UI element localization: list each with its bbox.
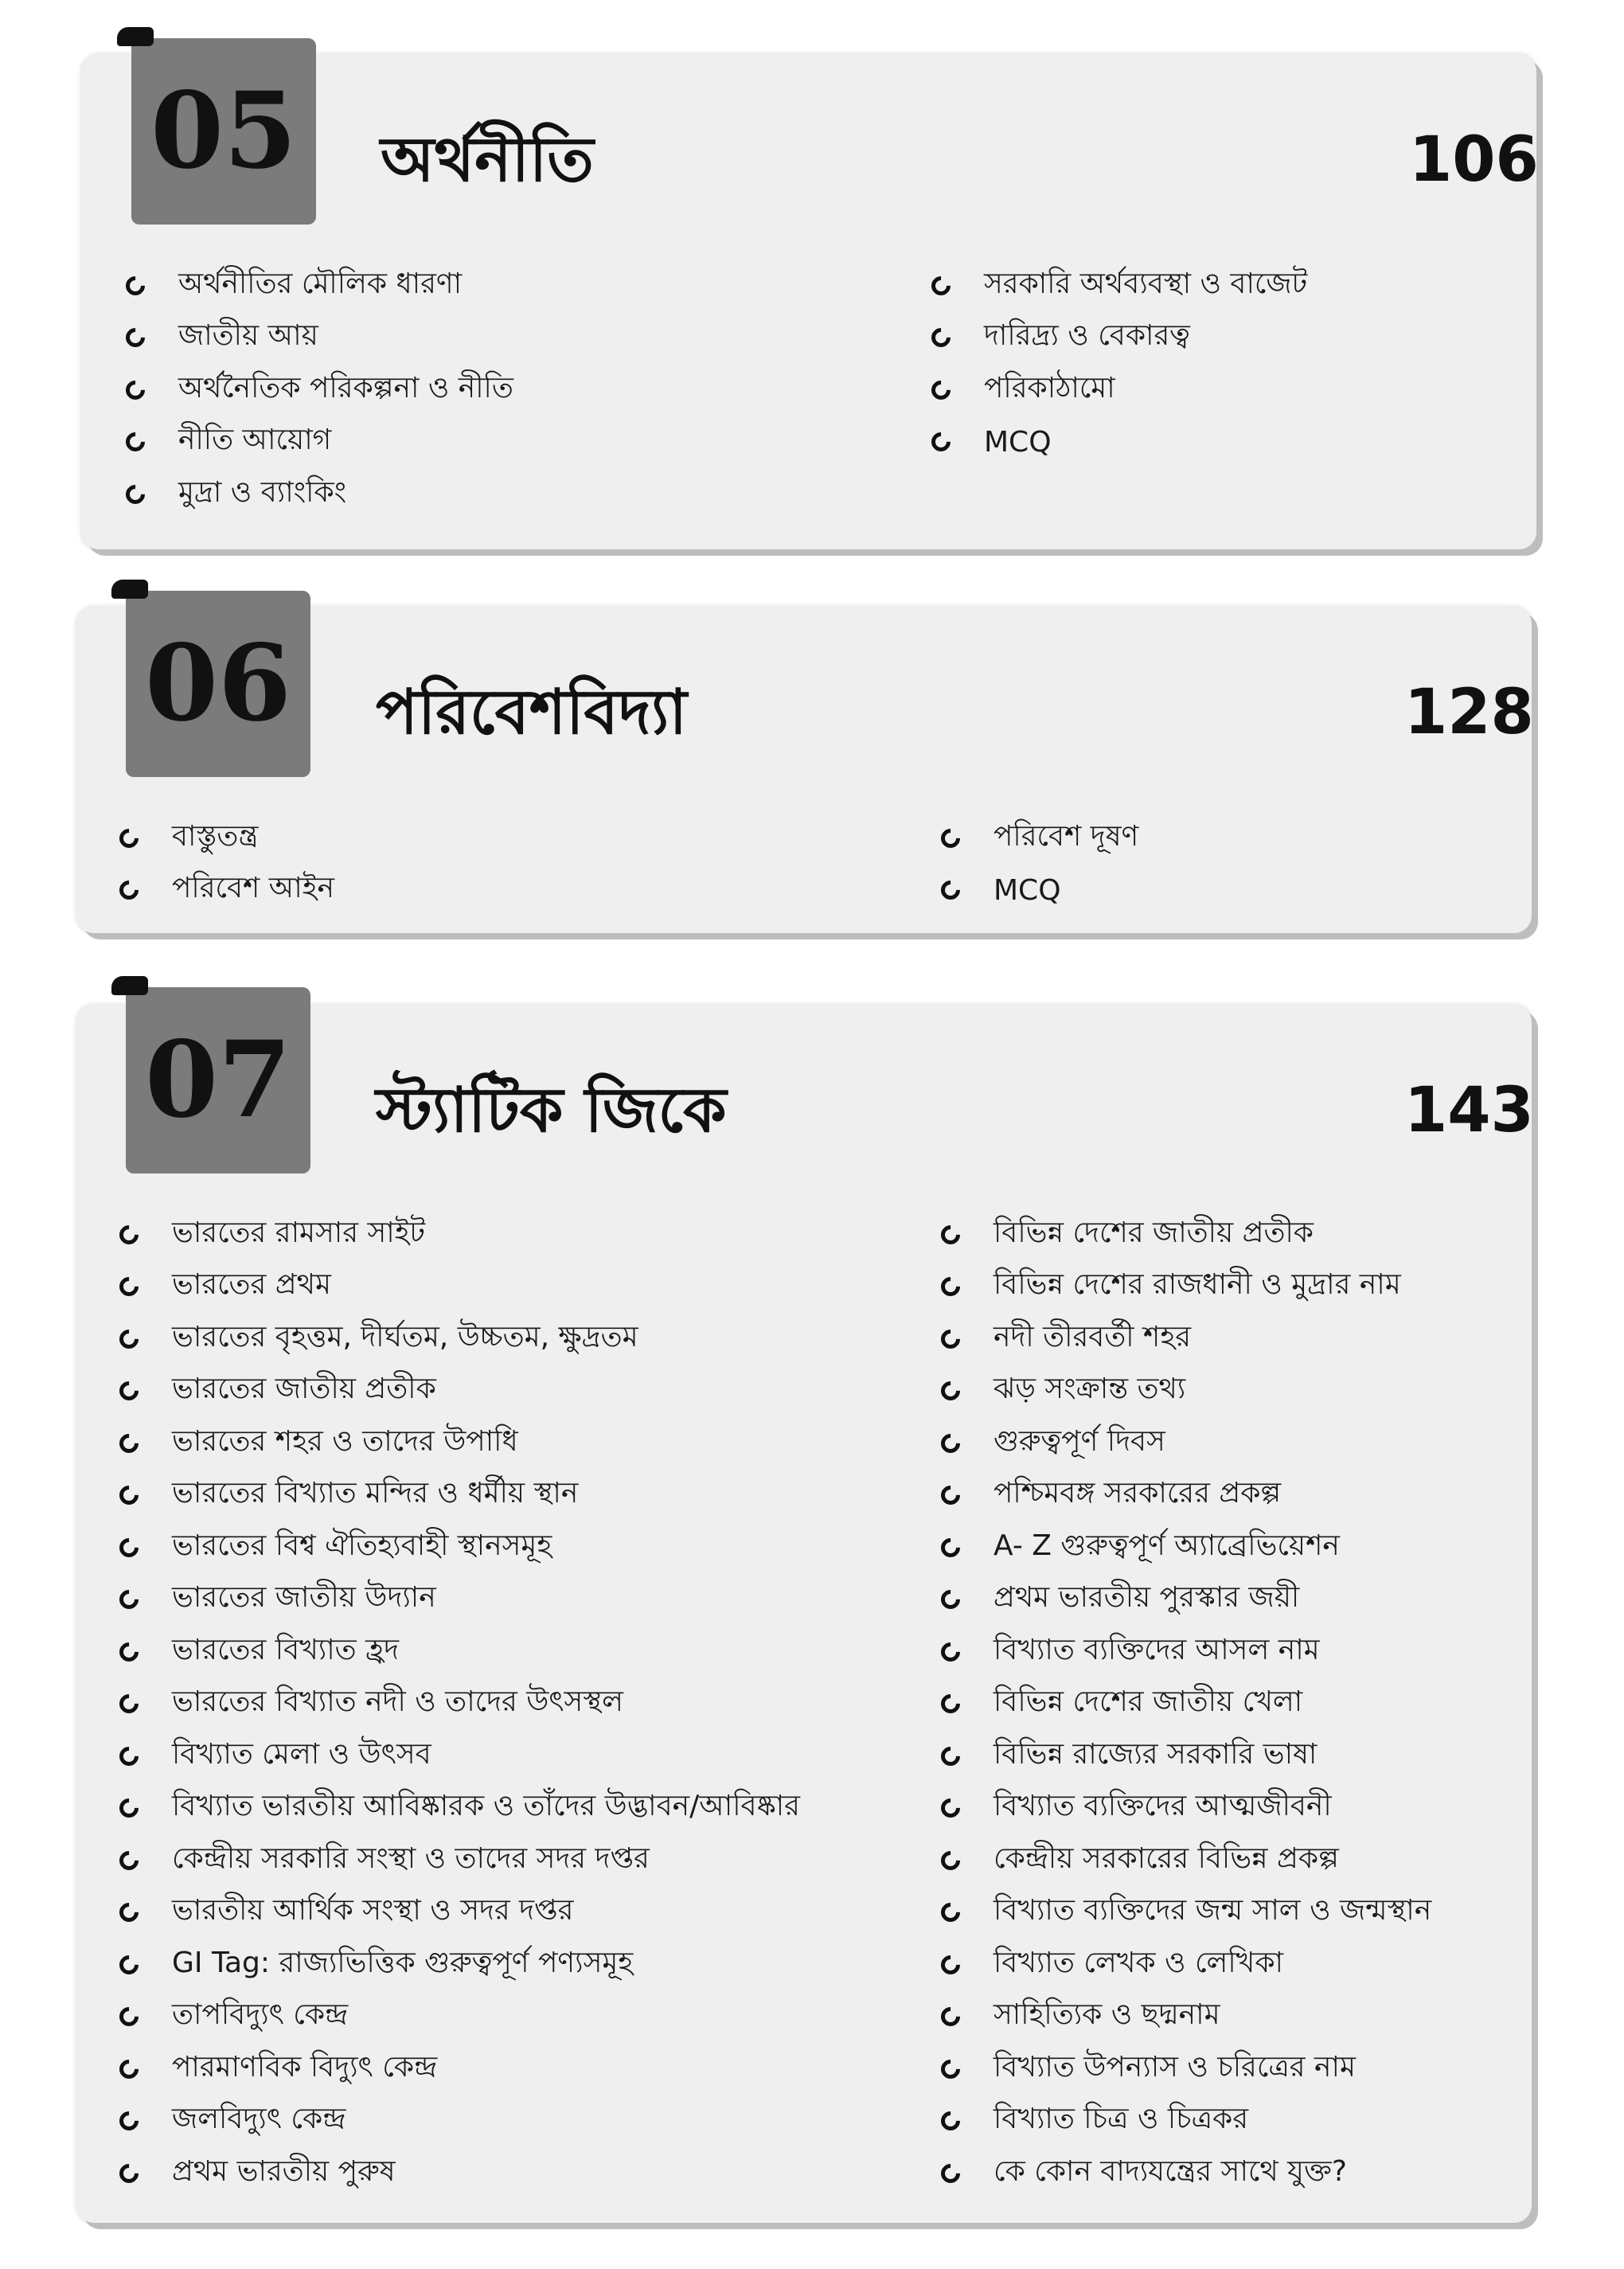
- topic-label: বিভিন্ন দেশের রাজধানী ও মুদ্রার নাম: [994, 1268, 1401, 1302]
- list-item: [119, 1574, 800, 1627]
- list-item: [941, 865, 1138, 917]
- bullet-icon: [115, 825, 142, 852]
- bullet-icon: [927, 272, 954, 299]
- topic-list-left: [119, 1209, 800, 2200]
- bullet-icon: [937, 2160, 964, 2187]
- list-item: [941, 1574, 1431, 1627]
- topic-label: বিখ্যাত ব্যক্তিদের আসল নাম: [994, 1633, 1320, 1666]
- topic-label: ভারতের রামসার সাইট: [172, 1216, 426, 1249]
- topic-label: ভারতের বৃহত্তম, দীর্ঘতম, উচ্চতম, ক্ষুদ্রতম: [172, 1320, 638, 1353]
- topic-label: বাস্তুতন্ত্র: [172, 819, 259, 853]
- bullet-icon: [937, 1638, 964, 1666]
- bullet-icon: [115, 2003, 142, 2030]
- bullet-icon: [115, 1377, 142, 1404]
- section-number-box: [131, 38, 316, 225]
- bullet-icon: [115, 1743, 142, 1770]
- list-item: [119, 1521, 800, 1574]
- bullet-icon: [937, 1795, 964, 1822]
- bullet-icon: [937, 1847, 964, 1874]
- topic-label: তাপবিদ্যুৎ কেন্দ্র: [172, 1998, 349, 2032]
- list-item: [119, 1834, 800, 1887]
- list-item: [119, 2043, 800, 2095]
- topic-label: বিখ্যাত ভারতীয় আবিষ্কারক ও তাঁদের উদ্ভাবন/আবিষ্কার: [172, 1790, 800, 1823]
- bullet-icon: [115, 1326, 142, 1353]
- topic-label: ভারতের জাতীয় উদ্যান: [172, 1581, 436, 1615]
- list-item: [119, 1365, 800, 1418]
- bullet-icon: [937, 1377, 964, 1404]
- section-page-number: 143: [1404, 1075, 1534, 1146]
- bullet-icon: [937, 1221, 964, 1248]
- list-item: [941, 1730, 1431, 1783]
- list-item: [119, 2095, 800, 2148]
- bullet-icon: [115, 2160, 142, 2187]
- list-item: [941, 1991, 1431, 2044]
- section-number-box: [126, 591, 310, 777]
- bullet-icon: [937, 877, 964, 904]
- bullet-icon: [937, 2107, 964, 2134]
- topic-label: বিখ্যাত উপন্যাস ও চরিত্রের নাম: [994, 2050, 1356, 2083]
- list-item: [941, 1939, 1431, 1991]
- bullet-icon: [937, 2056, 964, 2083]
- list-item: [119, 2147, 800, 2200]
- topic-label: পশ্চিমবঙ্গ সরকারের প্রকল্প: [994, 1477, 1282, 1510]
- topic-label: GI Tag: রাজ্যভিত্তিক গুরুত্বপূর্ণ পণ্যসমূহ: [172, 1946, 634, 1979]
- bullet-icon: [115, 1795, 142, 1822]
- list-item: [931, 312, 1307, 365]
- bullet-icon: [122, 324, 149, 351]
- section-number: 06: [145, 622, 291, 745]
- bullet-icon: [115, 1534, 142, 1561]
- list-item: [941, 1626, 1431, 1678]
- topic-label: বিখ্যাত মেলা ও উৎসব: [172, 1737, 431, 1771]
- bullet-icon: [937, 1430, 964, 1457]
- list-item: [941, 2147, 1431, 2200]
- topic-label: MCQ: [984, 425, 1052, 459]
- topic-label: ভারতের প্রথম: [172, 1268, 331, 1302]
- list-item: [126, 260, 513, 312]
- bullet-icon: [927, 428, 954, 455]
- topic-label: ভারতের জাতীয় প্রতীক: [172, 1373, 436, 1406]
- bullet-icon: [115, 1899, 142, 1926]
- topic-label: ভারতের বিখ্যাত নদী ও তাদের উৎসস্থল: [172, 1685, 623, 1719]
- topic-label: অর্থনীতির মৌলিক ধারণা: [178, 267, 463, 300]
- topic-label: পরিবেশ দূষণ: [994, 819, 1139, 853]
- topic-label: বিভিন্ন রাজ্যের সরকারি ভাষা: [994, 1737, 1318, 1771]
- section-page-number: 128: [1404, 677, 1534, 748]
- topic-label: ভারতের শহর ও তাদের উপাধি: [172, 1424, 518, 1458]
- list-item: [126, 312, 513, 365]
- topic-label: ভারতের বিখ্যাত হ্রদ: [172, 1633, 400, 1666]
- topic-label: প্রথম ভারতীয় পুরুষ: [172, 2154, 396, 2188]
- bullet-icon: [937, 1690, 964, 1717]
- list-item: [931, 364, 1307, 416]
- tab-curl-decoration: [111, 976, 148, 995]
- list-item: [119, 1991, 800, 2044]
- topic-label: জলবিদ্যুৎ কেন্দ্র: [172, 2103, 346, 2136]
- bullet-icon: [937, 1586, 964, 1613]
- list-item: [941, 1783, 1431, 1835]
- bullet-icon: [115, 1430, 142, 1457]
- bullet-icon: [937, 1743, 964, 1770]
- topic-label: পারমাণবিক বিদ্যুৎ কেন্দ্র: [172, 2050, 438, 2083]
- topic-label: নদী তীরবর্তী শহর: [994, 1320, 1192, 1353]
- bullet-icon: [115, 1951, 142, 1978]
- topic-label: ভারতের বিশ্ব ঐতিহ্যবাহী স্থানসমূহ: [172, 1529, 552, 1562]
- bullet-icon: [937, 825, 964, 852]
- list-item: [119, 1209, 800, 1261]
- bullet-icon: [937, 1951, 964, 1978]
- list-item: [941, 2095, 1431, 2148]
- list-item: [119, 1939, 800, 1991]
- bullet-icon: [927, 324, 954, 351]
- list-item: [941, 1470, 1431, 1522]
- topic-label: বিভিন্ন দেশের জাতীয় খেলা: [994, 1685, 1303, 1719]
- section-number: 07: [145, 1018, 291, 1142]
- topic-label: বিখ্যাত চিত্র ও চিত্রকর: [994, 2103, 1249, 2136]
- list-item: [941, 1313, 1431, 1365]
- bullet-icon: [122, 428, 149, 455]
- bullet-icon: [115, 2056, 142, 2083]
- list-item: [931, 260, 1307, 312]
- bullet-icon: [937, 1326, 964, 1353]
- section-title: অর্থনীতি: [381, 124, 594, 196]
- topic-list-right: [931, 260, 1307, 468]
- bullet-icon: [115, 1221, 142, 1248]
- bullet-icon: [937, 1534, 964, 1561]
- topic-label: পরিবেশ আইন: [172, 872, 334, 905]
- bullet-icon: [122, 481, 149, 508]
- topic-label: মুদ্রা ও ব্যাংকিং: [178, 475, 347, 509]
- list-item: [119, 1313, 800, 1365]
- list-item: [119, 1261, 800, 1314]
- list-item: [126, 468, 513, 521]
- section-page-number: 106: [1409, 124, 1539, 196]
- topic-label: সরকারি অর্থব্যবস্থা ও বাজেট: [984, 267, 1308, 300]
- list-item: [119, 1417, 800, 1470]
- bullet-icon: [115, 1638, 142, 1666]
- list-item: [941, 812, 1138, 865]
- topic-list-left: [126, 260, 513, 521]
- topic-list-left: [119, 812, 334, 916]
- topic-label: কে কোন বাদ্যযন্ত্রের সাথে যুক্ত?: [994, 2154, 1347, 2188]
- list-item: [119, 865, 334, 917]
- list-item: [941, 1887, 1431, 1939]
- topic-label: গুরুত্বপূর্ণ দিবস: [994, 1424, 1165, 1458]
- list-item: [119, 1470, 800, 1522]
- bullet-icon: [122, 377, 149, 404]
- section-number-box: [126, 987, 310, 1174]
- topic-label: প্রথম ভারতীয় পুরস্কার জয়ী: [994, 1581, 1300, 1615]
- list-item: [941, 1834, 1431, 1887]
- list-item: [941, 1678, 1431, 1731]
- list-item: [941, 1209, 1431, 1261]
- bullet-icon: [115, 1482, 142, 1509]
- topic-label: বিভিন্ন দেশের জাতীয় প্রতীক: [994, 1216, 1314, 1249]
- tab-curl-decoration: [117, 27, 154, 46]
- bullet-icon: [937, 1273, 964, 1300]
- topic-label: ঝড় সংক্রান্ত তথ্য: [994, 1373, 1186, 1406]
- section-number: 05: [150, 69, 297, 193]
- list-item: [941, 1365, 1431, 1418]
- topic-list-right: [941, 812, 1138, 916]
- topic-label: বিখ্যাত ব্যক্তিদের আত্মজীবনী: [994, 1790, 1332, 1823]
- list-item: [941, 1261, 1431, 1314]
- list-item: [119, 1730, 800, 1783]
- topic-label: বিখ্যাত ব্যক্তিদের জন্ম সাল ও জন্মস্থান: [994, 1894, 1432, 1927]
- topic-label: ভারতীয় আর্থিক সংস্থা ও সদর দপ্তর: [172, 1894, 574, 1927]
- list-item: [119, 1887, 800, 1939]
- topic-label: A- Z গুরুত্বপূর্ণ অ্যাব্রেভিয়েশন: [994, 1529, 1340, 1562]
- topic-label: দারিদ্র্য ও বেকারত্ব: [984, 319, 1190, 353]
- list-item: [126, 416, 513, 469]
- bullet-icon: [115, 1586, 142, 1613]
- list-item: [941, 1417, 1431, 1470]
- bullet-icon: [115, 2107, 142, 2134]
- topic-label: পরিকাঠামো: [984, 371, 1115, 404]
- list-item: [126, 364, 513, 416]
- list-item: [119, 1626, 800, 1678]
- bullet-icon: [115, 1690, 142, 1717]
- topic-label: নীতি আয়োগ: [178, 424, 332, 457]
- list-item: [119, 1678, 800, 1731]
- topic-list-right: [941, 1209, 1431, 2200]
- bullet-icon: [115, 877, 142, 904]
- section-title: পরিবেশবিদ্যা: [376, 677, 688, 748]
- topic-label: সাহিত্যিক ও ছদ্মনাম: [994, 1998, 1220, 2032]
- topic-label: জাতীয় আয়: [178, 319, 318, 353]
- bullet-icon: [115, 1847, 142, 1874]
- topic-label: কেন্দ্রীয় সরকারের বিভিন্ন প্রকল্প: [994, 1841, 1339, 1875]
- bullet-icon: [122, 272, 149, 299]
- topic-label: অর্থনৈতিক পরিকল্পনা ও নীতি: [178, 371, 513, 404]
- tab-curl-decoration: [111, 580, 148, 599]
- bullet-icon: [927, 377, 954, 404]
- topic-label: বিখ্যাত লেখক ও লেখিকা: [994, 1946, 1283, 1979]
- section-title: স্ট্যাটিক জিকে: [376, 1075, 727, 1146]
- list-item: [119, 812, 334, 865]
- topic-label: কেন্দ্রীয় সরকারি সংস্থা ও তাদের সদর দপ্তর: [172, 1841, 650, 1875]
- bullet-icon: [115, 1273, 142, 1300]
- list-item: [119, 1783, 800, 1835]
- bullet-icon: [937, 2003, 964, 2030]
- list-item: [941, 1521, 1431, 1574]
- topic-label: ভারতের বিখ্যাত মন্দির ও ধর্মীয় স্থান: [172, 1477, 579, 1510]
- bullet-icon: [937, 1482, 964, 1509]
- topic-label: MCQ: [994, 873, 1061, 907]
- list-item: [931, 416, 1307, 469]
- bullet-icon: [937, 1899, 964, 1926]
- list-item: [941, 2043, 1431, 2095]
